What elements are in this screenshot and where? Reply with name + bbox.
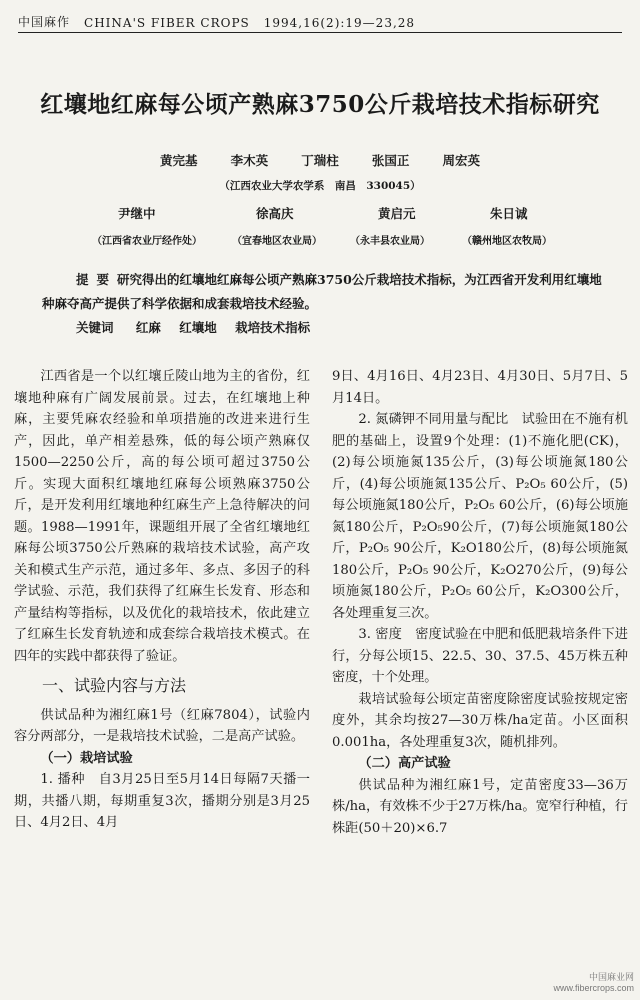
paragraph: 1. 播种 自3月25日至5月14日每隔7天播一期，共播八期，每期重复3次，播期分别是3月25日、4月2日、4月 — [14, 772, 310, 830]
author: 黄启元 — [378, 206, 416, 221]
paragraph: 栽培试验每公顷定苗密度除密度试验按规定密度外，其余均按27—30万株/ha定苗。小区面积0.001ha，各处理重复3次，随机排列。 — [332, 691, 628, 750]
author: 黄完基 — [160, 153, 198, 168]
author: 周宏英 — [442, 153, 480, 168]
author: 丁瑞柱 — [301, 153, 339, 168]
keywords — [76, 318, 614, 336]
journal-name-cn: 中国麻作 — [18, 15, 71, 29]
paragraph: 3. 密度 密度试验在中肥和低肥栽培条件下进行，分每公顷15、22.5、30、37.5、45万株五种密度，十个处理。 — [332, 627, 628, 685]
paragraph: 江西省是一个以红壤丘陵山地为主的省份，红壤地种麻有广阔发展前景。过去，在红壤地上种麻，主要凭麻农经验和单项措施的改进来进行生产，因此，单产相差悬殊，低的每公顷产熟麻仅1500—2250公斤，高的每公顷可超过3750公斤。实现大面积红壤地红麻每公顷熟麻3750公斤，是开发利用红壤地种红麻生产上急待解决的问题。1988—1991年，课题组开展了全省红壤地红麻每公顷3750公斤熟麻的栽培技术试验，高产攻关和模式生产示范，通过多年、多点、多因子的科学试验、示范，我们获得了红麻生长发育、形态和产量结构等指标，以及优化的栽培技术，依此建立了红麻生长发育轨迹和成套综合栽培技术模式。在四年的实践中都获得了验证。 — [14, 369, 310, 664]
watermark — [553, 972, 634, 994]
author: 张国正 — [371, 153, 410, 168]
journal-header — [18, 8, 622, 33]
author: 徐高庆 — [256, 206, 294, 221]
paper-title: 红壤地红麻每公顷产熟麻3750公斤栽培技术指标研究 — [40, 91, 600, 118]
watermark-url: www.fibercrops.com — [553, 983, 634, 993]
keyword: 栽培技术指标 — [235, 320, 311, 335]
subsection-heading: （一）栽培试验 — [40, 750, 133, 766]
affiliation: （赣州地区农牧局） — [462, 236, 552, 247]
paragraph: 2. 氮磷钾不同用量与配比 试验田在不施有机肥的基础上，设置9个处理：(1)不施化肥(CK)，(2)每公顷施氮135公斤，(3)每公顷施氮180公斤，(4)每公顷施氮135公斤、P₂O₅ 60公斤，(5)每公顷施氮180公斤，P₂O₅ 60公斤，(6)每公顷施氮180公斤，P₂O₅90公斤，(7)每公顷施氮180公斤，P₂O₅ 90公斤，K₂O180公斤，(8)每公顷施氮180公斤，P₂O₅ 90公斤，K₂O270公斤，(9)每公顷施氮180公斤，P₂O₅ 60公斤，K₂O300公斤，各处理重复三次。 — [332, 412, 628, 621]
keywords-label: 关键词 — [76, 320, 114, 335]
subsection-heading: （二）高产试验 — [358, 756, 451, 771]
abstract-text: 研究得出的红壤地红麻每公顷产熟麻3750公斤栽培技术指标，为江西省开发利用红壤地种麻夺高产提供了科学依据和成套栽培技术经验。 — [42, 272, 602, 311]
watermark-name: 中国麻业网 — [588, 972, 634, 982]
section-heading: 一、试验内容与方法 — [42, 676, 187, 695]
affiliation: （江西省农业厅经作处） — [92, 236, 202, 247]
paragraph: 供试品种为湘红麻1号，定苗密度33—36万株/ha，有效株不少于27万株/ha。宽窄行种植，行株距(50＋20)×6.7 — [332, 777, 628, 836]
authors-row-1 — [160, 151, 480, 169]
journal-name-en: CHINA'S FIBER CROPS — [84, 16, 250, 30]
abstract — [42, 268, 614, 316]
affiliation: （宜春地区农业局） — [232, 236, 322, 247]
abstract-label: 提要 — [76, 272, 118, 287]
paragraph: 供试品种为湘红麻1号（红麻7804），试验内容分两部分，一是栽培技术试验，二是高产试验。 — [14, 707, 310, 744]
keyword: 红壤地 — [179, 320, 217, 335]
author: 李木英 — [230, 153, 269, 168]
affiliation-row-1: （江西农业大学农学系 南昌 330045） — [219, 180, 421, 192]
issue-info: 1994,16(2):19—23,28 — [263, 16, 416, 30]
right-column — [332, 366, 628, 839]
keyword: 红麻 — [135, 320, 161, 335]
affiliation: （永丰县农业局） — [350, 236, 430, 247]
author: 尹继中 — [118, 206, 156, 221]
left-column — [14, 366, 310, 834]
paragraph: 9日、4月16日、4月23日、4月30日、5月7日、5月14日。 — [332, 369, 628, 406]
author: 朱日诚 — [490, 206, 528, 221]
